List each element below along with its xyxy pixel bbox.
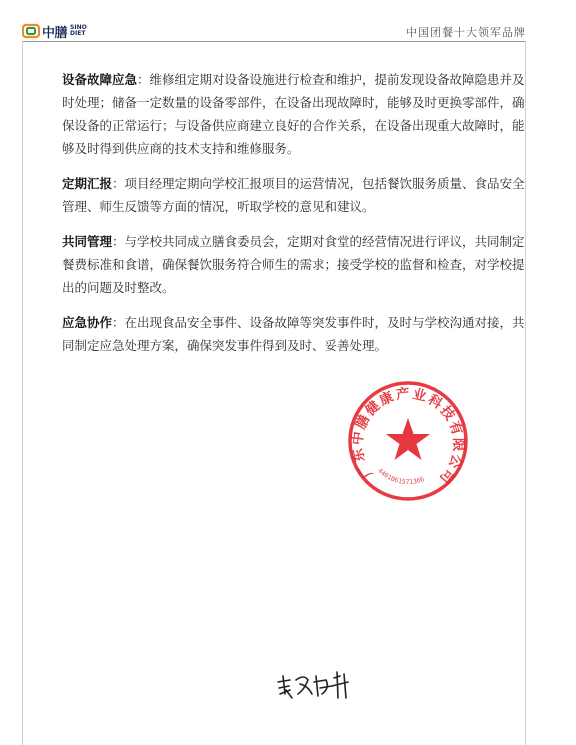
page-header [0, 0, 576, 40]
logo-english-top: SINO [70, 23, 87, 31]
svg-text:4401061571366 [376, 467, 425, 486]
header-slogan: 中国团餐十大领军品牌 [406, 26, 526, 39]
handwritten-signature [274, 668, 354, 702]
sino-diet-logo-icon [22, 23, 40, 39]
logo-chinese-name: 中膳 [42, 25, 68, 41]
seal-code-text: 4401061571366 [376, 466, 426, 487]
seal-ring-text: 广东中膳健康产业科技有限公司 [349, 385, 467, 487]
paragraph-heading: 定期汇报 [62, 176, 113, 191]
paragraph-emergency-cooperation [62, 311, 526, 357]
company-seal-stamp [345, 378, 471, 504]
page-frame-left [22, 41, 23, 745]
paragraph-text: ：维修组定期对设备设施进行检查和维护，提前发现设备故障隐患并及时处理；储备一定数量的设备零部件，在设备出现故障时，能够及时更换零部件，确保设备的正常运行；与设备供应商建立良好的合作关系，在设备出现重大故障时，能够及时得到供应商的技术支持和维修服务。 [62, 72, 525, 156]
paragraph-regular-report [62, 172, 526, 218]
paragraph-heading: 应急协作 [62, 315, 113, 330]
paragraph-text: ：项目经理定期向学校汇报项目的运营情况，包括餐饮服务质量、食品安全管理、师生反馈等方面的情况，听取学校的意见和建议。 [62, 176, 525, 214]
paragraph-text: ：与学校共同成立膳食委员会，定期对食堂的经营情况进行评议，共同制定餐费标准和食谱，确保餐饮服务符合师生的需求；接受学校的监督和检查，对学校提出的问题及时整改。 [62, 234, 525, 295]
header-divider [22, 41, 526, 42]
company-logo [22, 22, 87, 40]
logo-english-bottom: DIET [70, 30, 86, 37]
paragraph-heading: 设备故障应急 [62, 72, 138, 87]
logo-english-name [70, 25, 87, 38]
paragraph-heading: 共同管理 [62, 234, 113, 249]
paragraph-equipment-emergency [62, 68, 526, 160]
paragraph-joint-management [62, 230, 526, 299]
paragraph-text: ：在出现食品安全事件、设备故障等突发事件时，及时与学校沟通对接，共同制定应急处理方案，确保突发事件得到及时、妥善处理。 [62, 315, 525, 353]
seal-star-icon [386, 418, 430, 460]
document-body [62, 68, 526, 369]
